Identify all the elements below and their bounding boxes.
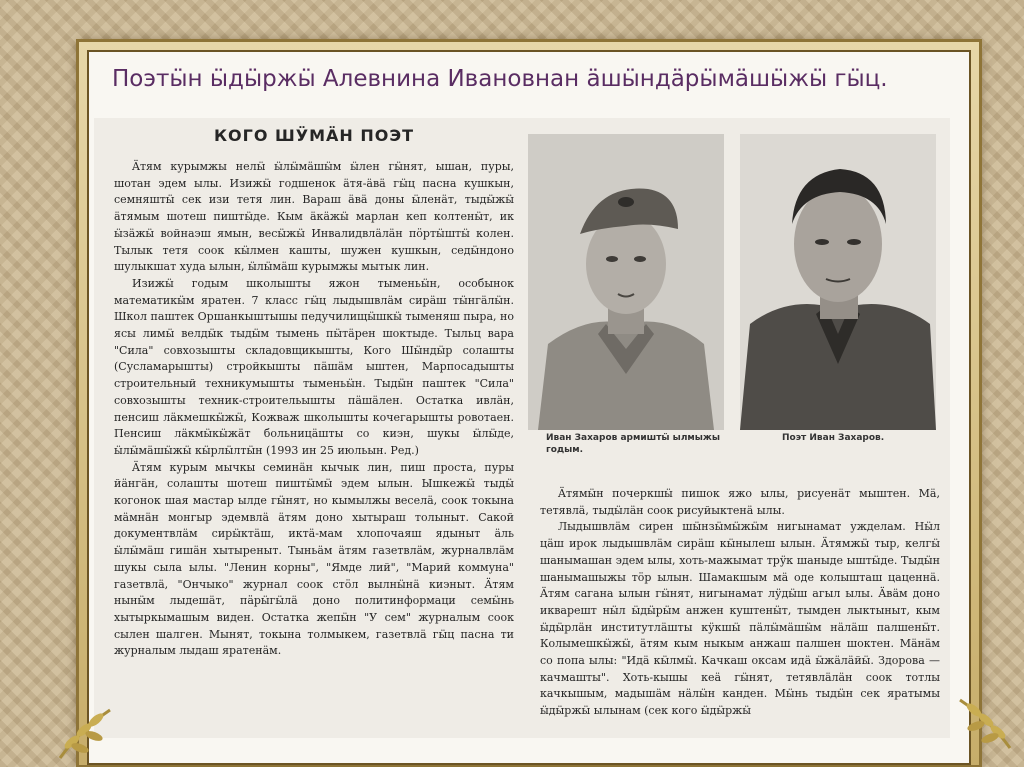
article-paragraph: Äтям курымжы нелӹ ӹлӹмäшӹм ӹлен гӹнят, ышан, пуры, шотан эдем ылы. Изижӹ годшенок äтя-äвä гӹц пасна кушкын, семняштӹ сек изи тетя лин. Вараш äвä доны ӹленäт, тыдӹжӹ äтямым шотеш пиштӹде. Кым äкäжӹ марлан кеп колтенӹт, ик ӹзäжӹ войнаэш ямын, весӹжӹ Инвалидвлäлäн пӧртӹштӹ колен. Тылык тетя соок кӹлмен кашты, шужен кушкын, седӹндоно шулыкшат худа ылын, ӹлӹмäш курымжы мытык лин. [114, 160, 514, 274]
article-paragraph: Лыдышвлäм сирен шӹнзӹмӹжӹм нигынамат ужделам. Нӹл цäш ирок лыдышвлäм сирäш кӹнылеш ылын. Äтямжӹ тыр, келгӹ шанымашан эдем ылы, хоть-мажымат трӱк шаныде ыштӹде. Тыдӹн шанымашыжы тӧр ылын. Шамакшым мä оде колышташ цаценнä. Äтям сагана ылын гӹнят, нигынамат лӱдӹш агыл ылы. Äвäм доно икварешт нӹл ӹдӹрӹм анжен куштенӹт, тымден лыктыныт, кым ӹдӹрлäн институтлäшты кӱкшӹ пäлӹмäшӹм нäлäш палшенӹт. Колымешкӹжӹ, äтям кым ныкым анжаш палшен шоктен. Мäнäм со попа ылы: "Идä кӹлмӹ. Качкаш оксам идä ӹжäлäйӹ. Здорова — качмашты". Хоть-кышы кеä гӹнят, тетявлäлäн соок тотлы качкышым, мадышäм нäлӹн канден. Мӹнь тыдӹн сек яратымы ӹдӹржӹ ылынам (сек кого ӹдӹржӹ [540, 520, 940, 718]
laurel-left-icon [50, 690, 120, 760]
slide-title: Поэтӹн ӹдӹржӹ Алевнина Ивановнан äшӹндäрӹмäшӹжӹ гӹц. [112, 66, 888, 92]
caption-poet-photo: Поэт Иван Захаров. [782, 433, 885, 443]
soldier-portrait-image [528, 134, 724, 430]
caption-army-photo: Иван Захаров армиштӹ ылмыжы годым. [546, 433, 720, 455]
article-right-column [540, 486, 940, 720]
newspaper-clipping [94, 118, 950, 738]
photo-poet-portrait [740, 134, 936, 430]
photo-army-portrait [528, 134, 724, 430]
article-paragraph: Äтямӹн почеркшӹ пишок яжо ылы, рисуенäт мыштен. Мä, тетявлä, тыдӹлäн соок рисуйыктенä ылы. [540, 487, 940, 517]
article-left-column [114, 122, 514, 660]
article-heading: КОГО ШӰМÄН ПОЭТ [213, 126, 415, 145]
article-paragraph: Äтям курым мычкы семинäн кычык лин, пиш проста, пуры йäнгäн, солашты шотеш пиштӹмӹ эдем ылын. Ышкежӹ тыдӹ когонок шая мастар ылде гӹнят, но кымылжы веселä, соок токына мäмнäн монгыр эдемвлä äтям доно хытыраш толыныт. Сакой документвлäм сирӹктäш, иктä-мам хлопочаяш ядыныт äль ӹлӹмäш гишäн хытыреныт. Тыньäм äтям газетвлäм, журналвлäм шукы сыла ылы. "Ленин корны", "Ямде лий", "Марий коммуна" газетвлä, "Ончыко" журнал соок стӧл вылнӹнä киэныт. Äтям нынӹм лыдешäт, пӓрӹгӹлä доно политинформаци семӹнь хытыркымашым виден. Остатка жепӹн "У сем" журналым соок сылен шалген. Мынят, токына толмыкем, газетвлä гӹц пасна ти журналым лыдаш яратенäм. [114, 460, 514, 658]
poet-portrait-image [740, 134, 936, 430]
photos [528, 134, 940, 434]
laurel-right-icon [950, 680, 1020, 750]
article-paragraph: Изижӹ годым школышты яжон тыменьӹн, особынок математикӹм яратен. 7 класс гӹц лыдышвлäм сирäш тӹнгäлӹн. Школ паштек Оршанкыштышы педучилищӹшкӹ тыменяш пыра, но ясы лимӹ велдӹк тыдӹм тымень пӹтäрен шоктыде. Тыльц вара "Сила" совхозышты складовщикышты, Кого Шӹндӹр солашты (Сусламарышты) стройкышты пäшäм ыштен, Марпосадышты строительный техникумышты тыменьӹн. Тыдӹн паштек "Сила" совхозышты техник-строительышты пäшäлен. Остатка ивлäн, пенсиш лäкмешкӹжӹ, Кожваж школышты кочегарышты ровотаен. Пенсиш лäкмӹкӹжäт больницäшты со киэн, шукы ӹлӹде, ӹлӹмäшӹжӹ кӹрлӹлтӹн (1993 ин 25 июльын. Ред.) [114, 276, 514, 457]
